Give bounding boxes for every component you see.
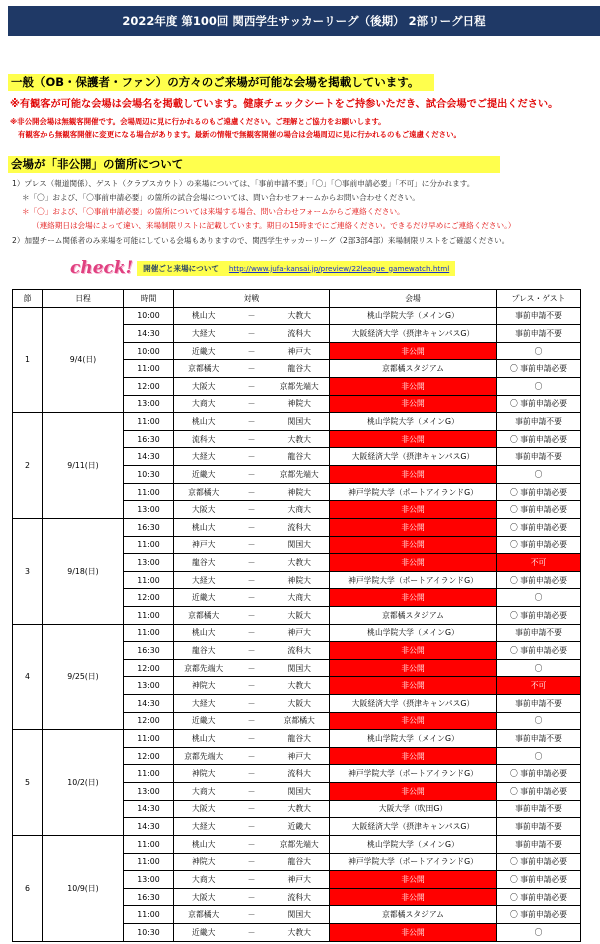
gamewatch-link[interactable]: http://www.jufa-kansai.jp/preview/22league_gamewatch.html [228,263,450,273]
match-venue: 神戸学院大学（ポートアイランドG） [330,571,497,589]
away-team: 神戸大 [287,874,311,884]
away-team: 龍谷大 [287,857,311,867]
vs-mark: － [247,910,256,920]
match-time: 11:00 [124,906,174,924]
away-team: 京都先端大 [279,469,319,479]
press-status: 事前申請不要 [497,695,581,713]
match-pair [174,554,330,572]
match-venue: 非公開 [330,659,497,677]
round-number: 4 [13,624,43,730]
match-time: 10:30 [124,466,174,484]
away-team: 大阪大 [287,698,311,708]
away-team: 関国大 [287,540,311,550]
away-team: 近畿大 [287,822,311,832]
check-banner [70,258,455,278]
match-venue: 非公開 [330,871,497,889]
match-pair [174,518,330,536]
match-pair [174,871,330,889]
match-venue: 非公開 [330,712,497,730]
press-status: 〇 事前申請必要 [497,906,581,924]
home-team: 桃山大 [192,839,216,849]
table-row [13,624,581,642]
match-pair [174,378,330,396]
away-team: 関国大 [287,663,311,673]
match-venue: 桃山学院大学（メインG） [330,624,497,642]
match-venue: 非公開 [330,395,497,413]
match-pair [174,923,330,941]
round-date: 9/18(日) [43,518,124,624]
home-team: 神院大 [192,769,216,779]
match-venue: 桃山学院大学（メインG） [330,307,497,325]
match-pair [174,659,330,677]
match-venue: 非公開 [330,554,497,572]
press-status: 事前申請不要 [497,325,581,343]
header-time: 時間 [124,290,174,308]
press-status: 事前申請不要 [497,835,581,853]
vs-mark: － [247,329,256,339]
home-team: 桃山大 [192,522,216,532]
match-pair [174,888,330,906]
home-team: 大商大 [192,874,216,884]
vs-mark: － [247,751,256,761]
vs-mark: － [247,417,256,427]
press-status: 〇 [497,747,581,765]
home-team: 大阪大 [192,505,216,515]
vs-mark: － [247,769,256,779]
home-team: 京都橘大 [188,610,220,620]
home-team: 大経大 [192,822,216,832]
match-pair [174,448,330,466]
match-pair [174,835,330,853]
match-venue: 神戸学院大学（ポートアイランドG） [330,765,497,783]
match-time: 11:00 [124,571,174,589]
check-badge-logo: check! [70,258,134,278]
press-status: 事前申請不要 [497,307,581,325]
match-venue: 桃山学院大学（メインG） [330,835,497,853]
match-time: 11:00 [124,606,174,624]
match-venue: 大阪経済大学（摂津キャンパスG） [330,695,497,713]
notice-heading: 一般（OB・保護者・ファン）の方々のご来場が可能な会場を掲載しています。 [8,74,434,91]
away-team: 流科大 [287,769,311,779]
match-time: 12:00 [124,712,174,730]
press-status: 〇 事前申請必要 [497,853,581,871]
table-row [13,307,581,325]
press-status: 〇 事前申請必要 [497,360,581,378]
home-team: 京都先端大 [184,751,224,761]
match-pair [174,342,330,360]
header-press: プレス・ゲスト [497,290,581,308]
away-team: 神院大 [287,487,311,497]
match-pair [174,430,330,448]
home-team: 近畿大 [192,927,216,937]
check-highlight [137,261,455,276]
match-time: 12:00 [124,659,174,677]
notice-line-1: ※有観客が可能な会場は会場名を掲載しています。健康チェックシートをご持参いただき、試合会場でご提出ください。 [10,99,559,110]
vs-mark: － [247,364,256,374]
match-time: 11:00 [124,730,174,748]
round-number: 6 [13,835,43,941]
match-time: 14:30 [124,818,174,836]
vs-mark: － [247,628,256,638]
away-team: 京都先端大 [279,381,319,391]
match-venue: 非公開 [330,518,497,536]
match-venue: 大阪大学（吹田G） [330,800,497,818]
info-line-3: ＊「〇」および、「〇事前申請必要」の箇所については来場する場合、問い合わせフォームからご連絡ください。 [22,207,405,216]
away-team: 龍谷大 [287,452,311,462]
away-team: 関国大 [287,417,311,427]
vs-mark: － [247,645,256,655]
match-venue: 非公開 [330,747,497,765]
press-status: 〇 事前申請必要 [497,871,581,889]
match-time: 11:00 [124,536,174,554]
vs-mark: － [247,927,256,937]
match-venue: 非公開 [330,466,497,484]
table-row [13,518,581,536]
match-pair [174,466,330,484]
match-venue: 非公開 [330,923,497,941]
press-status: 〇 [497,589,581,607]
match-venue: 非公開 [330,501,497,519]
match-time: 11:00 [124,360,174,378]
press-status: 〇 [497,466,581,484]
press-status: 〇 事前申請必要 [497,642,581,660]
match-time: 13:00 [124,871,174,889]
match-pair [174,642,330,660]
round-date: 9/11(日) [43,413,124,519]
press-status: 〇 [497,923,581,941]
schedule-body [13,307,581,941]
press-status: 〇 事前申請必要 [497,765,581,783]
match-venue: 京都橘スタジアム [330,360,497,378]
home-team: 神院大 [192,681,216,691]
match-time: 14:30 [124,800,174,818]
match-time: 14:30 [124,325,174,343]
home-team: 近畿大 [192,593,216,603]
match-pair [174,395,330,413]
match-pair [174,571,330,589]
home-team: 大商大 [192,786,216,796]
away-team: 関国大 [287,786,311,796]
info-line-4: （連絡期日は会場によって違い、来場制限リストに記載しています。期日の15時までにご連絡ください。できるだけ早めにご連絡ください。） [32,221,516,230]
match-time: 16:30 [124,518,174,536]
away-team: 神院大 [287,575,311,585]
match-pair [174,747,330,765]
vs-mark: － [247,716,256,726]
vs-mark: － [247,593,256,603]
home-team: 流科大 [192,434,216,444]
round-date: 9/25(日) [43,624,124,730]
match-pair [174,783,330,801]
info-line-2: ＊「〇」および、「〇事前申請必要」の箇所の試合会場については、問い合わせフォームからお問い合わせください。 [22,193,420,202]
table-row [13,730,581,748]
vs-mark: － [247,540,256,550]
round-number: 5 [13,730,43,836]
away-team: 龍谷大 [287,364,311,374]
match-pair [174,536,330,554]
match-time: 11:00 [124,624,174,642]
match-pair [174,624,330,642]
match-pair [174,712,330,730]
vs-mark: － [247,839,256,849]
match-time: 12:00 [124,378,174,396]
match-pair [174,307,330,325]
match-venue: 非公開 [330,642,497,660]
away-team: 大教大 [287,434,311,444]
page-title: 2022年度 第100回 関西学生サッカーリーグ（後期） 2部リーグ日程 [8,6,600,36]
section-heading: 会場が「非公開」の箇所について [8,156,500,173]
vs-mark: － [247,311,256,321]
away-team: 関国大 [287,910,311,920]
match-venue: 神戸学院大学（ポートアイランドG） [330,853,497,871]
match-venue: 大阪経済大学（摂津キャンパスG） [330,325,497,343]
home-team: 大商大 [192,399,216,409]
match-pair [174,483,330,501]
match-pair [174,413,330,431]
match-time: 14:30 [124,448,174,466]
match-time: 16:30 [124,642,174,660]
press-status: 〇 事前申請必要 [497,395,581,413]
vs-mark: － [247,487,256,497]
notice-line-3: 有観客から無観客開催に変更になる場合があります。最新の情報で無観客開催の場合は会場周辺に見に行かれるのもご遠慮ください。 [18,130,461,139]
away-team: 京都橘大 [283,716,315,726]
press-status: 不可 [497,677,581,695]
match-pair [174,360,330,378]
match-pair [174,906,330,924]
table-row [13,413,581,431]
match-pair [174,501,330,519]
home-team: 大経大 [192,329,216,339]
match-venue: 非公開 [330,589,497,607]
vs-mark: － [247,786,256,796]
press-status: 〇 事前申請必要 [497,536,581,554]
match-pair [174,677,330,695]
vs-mark: － [247,381,256,391]
press-status: 事前申請不要 [497,730,581,748]
vs-mark: － [247,346,256,356]
match-time: 13:00 [124,677,174,695]
away-team: 神戸大 [287,346,311,356]
header-date: 日程 [43,290,124,308]
match-venue: 非公開 [330,378,497,396]
away-team: 流科大 [287,522,311,532]
press-status: 事前申請不要 [497,413,581,431]
match-pair [174,606,330,624]
press-status: 〇 事前申請必要 [497,571,581,589]
home-team: 京都橘大 [188,910,220,920]
table-row [13,835,581,853]
vs-mark: － [247,804,256,814]
home-team: 京都橘大 [188,487,220,497]
match-venue: 神戸学院大学（ポートアイランドG） [330,483,497,501]
home-team: 龍谷大 [192,645,216,655]
info-line-5: 2）加盟チーム関係者のみ来場を可能にしている会場もありますので、関西学生サッカーリーグ（2部3部4部）来場制限リストをご確認ください。 [12,236,510,245]
header-venue: 会場 [330,290,497,308]
match-pair [174,800,330,818]
match-pair [174,853,330,871]
home-team: 桃山大 [192,628,216,638]
match-venue: 京都橘スタジアム [330,606,497,624]
press-status: 〇 事前申請必要 [497,430,581,448]
match-venue: 大阪経済大学（摂津キャンパスG） [330,818,497,836]
vs-mark: － [247,469,256,479]
home-team: 龍谷大 [192,557,216,567]
away-team: 大教大 [287,311,311,321]
match-venue: 非公開 [330,888,497,906]
away-team: 大商大 [287,505,311,515]
match-venue: 非公開 [330,430,497,448]
match-time: 11:00 [124,765,174,783]
home-team: 神戸大 [192,540,216,550]
round-date: 9/4(日) [43,307,124,413]
vs-mark: － [247,734,256,744]
match-time: 12:00 [124,747,174,765]
vs-mark: － [247,857,256,867]
away-team: 龍谷大 [287,734,311,744]
away-team: 神院大 [287,399,311,409]
away-team: 大教大 [287,804,311,814]
match-time: 16:30 [124,888,174,906]
home-team: 桃山大 [192,311,216,321]
match-time: 10:00 [124,307,174,325]
info-line-1: 1）プレス（報道関係）、ゲスト（クラブスカウト）の来場については、「事前申請不要」「〇」「〇事前申請必要」「不可」に分かれます。 [12,179,475,188]
match-venue: 大阪経済大学（摂津キャンパスG） [330,448,497,466]
round-date: 10/9(日) [43,835,124,941]
notice-line-2: ※非公開会場は無観客開催です。会場周辺に見に行かれるのもご遠慮ください。ご理解とご協力をお願いします。 [10,117,386,126]
away-team: 流科大 [287,892,311,902]
match-time: 11:00 [124,853,174,871]
vs-mark: － [247,610,256,620]
match-time: 12:00 [124,589,174,607]
press-status: 〇 [497,378,581,396]
home-team: 大経大 [192,575,216,585]
away-team: 流科大 [287,329,311,339]
match-venue: 京都橘スタジアム [330,906,497,924]
press-status: 〇 [497,342,581,360]
match-venue: 非公開 [330,342,497,360]
vs-mark: － [247,399,256,409]
press-status: 〇 事前申請必要 [497,501,581,519]
press-status: 事前申請不要 [497,624,581,642]
away-team: 大教大 [287,681,311,691]
header-match: 対戦 [174,290,330,308]
press-status: 事前申請不要 [497,800,581,818]
vs-mark: － [247,698,256,708]
away-team: 神戸大 [287,751,311,761]
schedule-table [12,289,581,942]
vs-mark: － [247,505,256,515]
vs-mark: － [247,822,256,832]
match-time: 11:00 [124,835,174,853]
round-date: 10/2(日) [43,730,124,836]
press-status: 〇 事前申請必要 [497,606,581,624]
vs-mark: － [247,557,256,567]
match-pair [174,589,330,607]
home-team: 京都橘大 [188,364,220,374]
away-team: 京都先端大 [279,839,319,849]
match-time: 13:00 [124,554,174,572]
vs-mark: － [247,681,256,691]
match-time: 10:00 [124,342,174,360]
home-team: 桃山大 [192,734,216,744]
away-team: 大教大 [287,927,311,937]
match-time: 10:30 [124,923,174,941]
match-pair [174,695,330,713]
match-time: 13:00 [124,783,174,801]
press-status: 〇 事前申請必要 [497,518,581,536]
away-team: 神戸大 [287,628,311,638]
vs-mark: － [247,452,256,462]
vs-mark: － [247,522,256,532]
match-time: 11:00 [124,483,174,501]
match-time: 13:00 [124,395,174,413]
match-time: 16:30 [124,430,174,448]
match-venue: 非公開 [330,536,497,554]
home-team: 近畿大 [192,469,216,479]
press-status: 〇 [497,659,581,677]
away-team: 流科大 [287,645,311,655]
match-venue: 桃山学院大学（メインG） [330,413,497,431]
press-status: 〇 事前申請必要 [497,483,581,501]
press-status: 〇 事前申請必要 [497,888,581,906]
home-team: 大経大 [192,452,216,462]
press-status: 事前申請不要 [497,448,581,466]
home-team: 近畿大 [192,346,216,356]
away-team: 大商大 [287,593,311,603]
press-status: 事前申請不要 [497,818,581,836]
round-number: 3 [13,518,43,624]
vs-mark: － [247,874,256,884]
round-number: 2 [13,413,43,519]
match-pair [174,730,330,748]
home-team: 桃山大 [192,417,216,427]
home-team: 神院大 [192,857,216,867]
home-team: 大阪大 [192,381,216,391]
match-time: 11:00 [124,413,174,431]
match-pair [174,765,330,783]
press-status: 不可 [497,554,581,572]
press-status: 〇 事前申請必要 [497,783,581,801]
home-team: 大経大 [192,698,216,708]
home-team: 近畿大 [192,716,216,726]
match-pair [174,325,330,343]
match-time: 14:30 [124,695,174,713]
home-team: 京都先端大 [184,663,224,673]
match-time: 13:00 [124,501,174,519]
away-team: 大教大 [287,557,311,567]
match-pair [174,818,330,836]
home-team: 大阪大 [192,892,216,902]
match-venue: 桃山学院大学（メインG） [330,730,497,748]
vs-mark: － [247,892,256,902]
header-sec: 節 [13,290,43,308]
match-venue: 非公開 [330,783,497,801]
press-status: 〇 [497,712,581,730]
vs-mark: － [247,663,256,673]
vs-mark: － [247,575,256,585]
home-team: 大阪大 [192,804,216,814]
match-venue: 非公開 [330,677,497,695]
check-label: 開催ごと来場について [143,263,219,273]
vs-mark: － [247,434,256,444]
round-number: 1 [13,307,43,413]
away-team: 大阪大 [287,610,311,620]
table-header-row [13,290,581,308]
